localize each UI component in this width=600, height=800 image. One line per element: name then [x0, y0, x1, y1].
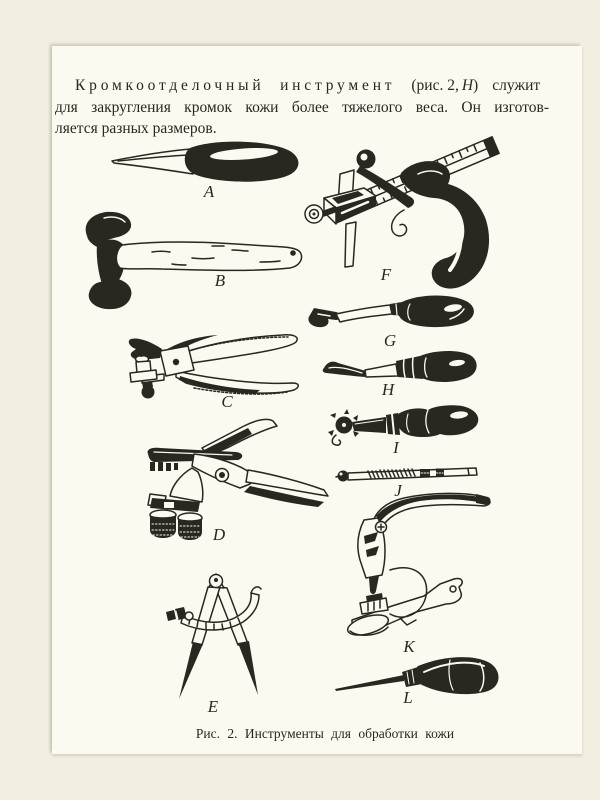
tool-label-k: K: [403, 637, 415, 656]
tool-label-f: F: [380, 265, 392, 284]
awl-icon: [335, 657, 499, 694]
punch-pliers-icon: [129, 335, 299, 399]
knurled-punch-icon: [336, 468, 477, 482]
figure-reference: (рис. 2, H): [411, 77, 479, 94]
tool-label-a: A: [203, 182, 215, 201]
tool-label-h: H: [381, 380, 395, 399]
snap-setting-pliers-icon: [148, 419, 328, 540]
skiving-knife-icon: [112, 142, 298, 182]
tool-label-c: C: [221, 392, 233, 411]
tool-label-j: J: [394, 481, 402, 500]
edge-beveler-icon: [323, 351, 477, 382]
tool-label-e: E: [207, 697, 219, 716]
hammer-icon: [86, 212, 302, 309]
hand-press-icon: [345, 493, 490, 639]
wing-divider-icon: [166, 574, 261, 699]
figure-caption: Рис. 2. Инструменты для обработки кожи: [195, 726, 455, 741]
edge-creaser-icon: [308, 295, 473, 327]
paragraph-line-1: Кромкоотделочный инструмент (рис. 2, H) служит: [75, 77, 541, 94]
overstitch-wheel-icon: [328, 405, 478, 445]
tool-label-d: D: [212, 525, 226, 544]
paragraph-line-2: для закругления кромок кожи более тяжелого веса. Он изготов-: [55, 98, 549, 116]
figure-illustration: [52, 46, 582, 754]
emphasized-term: Кромкоотделочный инструмент: [75, 77, 396, 94]
tool-label-i: I: [393, 438, 399, 457]
paragraph-line-3: ляется разных размеров.: [55, 120, 217, 137]
tool-label-g: G: [383, 331, 397, 350]
draw-gauge-icon: [305, 137, 499, 289]
page: [52, 46, 582, 754]
tool-label-b: B: [214, 271, 226, 290]
tool-label-l: L: [403, 688, 413, 707]
